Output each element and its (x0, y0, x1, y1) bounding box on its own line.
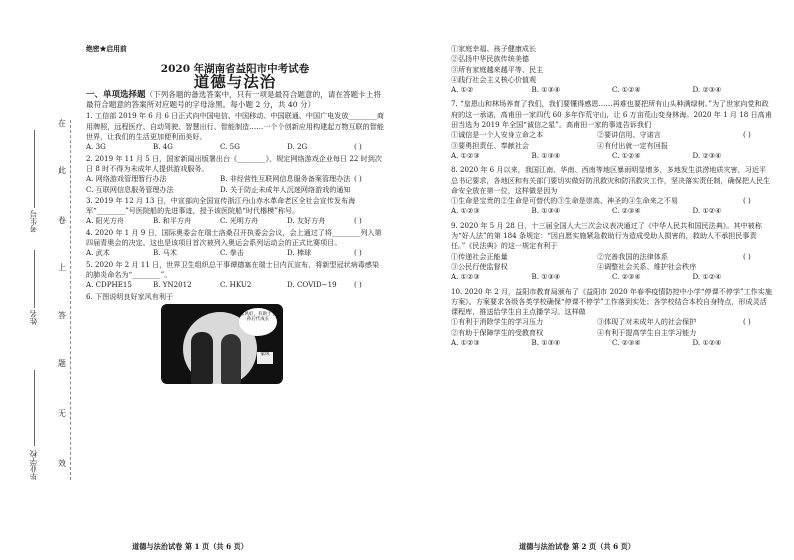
option-row (451, 151, 773, 161)
question-3 (86, 196, 384, 227)
statement-grid (451, 130, 743, 151)
option-a: A. 3G (86, 142, 106, 152)
option-b: B. ①③④ (531, 85, 561, 95)
statement: ③体现了对未成年人的社会保护 (597, 317, 697, 327)
option-a: A. ①②③ (451, 206, 480, 216)
statement: ①生命是宝贵的②生命是可替代的③生命是崇高、神圣的④生命来之不易 (451, 196, 678, 206)
exam-title: 2020 年湖南省益阳市中考试卷 (160, 63, 310, 76)
statement: ①诚信是一个人安身立命之本 (451, 130, 544, 140)
parent-figure (191, 332, 213, 384)
answer-paren: ( ) (743, 317, 751, 327)
question-stem: 5. 2020 年 2 月 11 日，世界卫生组织总干事谭德塞在瑞士日内瓦宣布，将新型冠状病毒感染的肺炎命名为“________”。 (86, 259, 380, 279)
option-row (86, 216, 354, 226)
answer-paren: ( ) (743, 130, 751, 140)
statement: ③所有家庭越来越平等、民主 (451, 64, 544, 74)
option-a: A. ①②③ (451, 272, 480, 282)
option-a: A. ①②③ (451, 338, 480, 348)
name-label: 姓名 (29, 310, 38, 325)
page-footer: 道德与法治试卷 第 2 页（共 6 页） (519, 542, 635, 551)
option-c: C. ②③④ (612, 206, 641, 216)
answer-paren: ( ) (743, 251, 751, 261)
confidential-mark: 绝密★启用前 (86, 45, 127, 53)
school-label: 毕业学校 (29, 450, 38, 480)
option-a: A. 阳光方舟 (86, 216, 125, 226)
option-row (451, 272, 773, 282)
option-c: C. ①②④ (612, 85, 641, 95)
option-d: D. ②③④ (692, 85, 722, 95)
answer-paren: ( ) (354, 280, 362, 290)
statement: ③要勇担责任、奉献社会 (451, 140, 530, 150)
option-b: B. 4G (153, 142, 173, 152)
question-stem: 9. 2020 年 5 月 28 日，十三届全国人大三次会议表决通过了《中华人民共和国民法典》。其中被称为“好人法”的第 184 条规定：“因自愿实施紧急救助行为造成受助人损害的，救助人不承担民事责任。”《民法典》的这一规定有利于 (451, 220, 762, 251)
answer-paren: ( ) (354, 174, 362, 184)
statement: ①有利于消除学生的学习压力 (451, 317, 544, 327)
question-7 (451, 99, 773, 161)
exam-page-2 (397, 0, 794, 560)
family-style-cartoon (161, 304, 283, 384)
option-d: D. ①②④ (692, 338, 722, 348)
seal-char: 无 (58, 409, 66, 418)
statement: ③公民行使监督权 (451, 261, 508, 271)
page-footer: 道德与法治试卷 第 1 页（共 6 页） (132, 542, 248, 551)
question-2 (86, 154, 384, 195)
statement: ④有利于提高学生自主学习能力 (597, 327, 697, 337)
statement: ①传递社会正能量 (451, 251, 508, 261)
option-c: C. 互联网信息服务管理办法 (86, 184, 174, 194)
seal-char: 在 (58, 119, 66, 128)
statement: ①家庭幸福、孩子健康成长 (451, 44, 537, 53)
option-row (451, 85, 773, 95)
option-d: D. 友好方舟 (287, 216, 326, 226)
option-c: C. ②③④ (612, 338, 641, 348)
option-a: A. CDPHE15 (86, 280, 132, 290)
answer-paren: ( ) (743, 196, 751, 206)
option-d: D. COVID−19 (287, 280, 337, 290)
seal-char: 效 (58, 459, 66, 468)
seal-char: 卷 (58, 216, 66, 225)
option-c: C. ①②④ (612, 150, 641, 160)
option-b: B. YN2012 (153, 280, 192, 290)
candidate-number-label: 考生号 (29, 210, 38, 233)
statement: ④调整社会关系、维护社会秩序 (597, 261, 697, 271)
option-c: C. ②③④ (612, 272, 641, 282)
section-instructions: （下列各题的备选答案中，只有一项是最符合题意的，请在答题卡上将最符合题意的答案所对应题号的字母涂黑。每小题 2 分，共 40 分） (86, 89, 381, 110)
question-stem: 4. 2020 年 1 月 9 日，国际奥委会在瑞士洛桑召开执委会会议，会上通过了将________列入第四届青奥会的决定。这也是该项目首次被列入奥运会系列运动会的正式比赛项目。 (86, 227, 382, 248)
option-c: C. HKU2 (220, 280, 252, 290)
option-d: D. ①②④ (692, 206, 722, 216)
option-b: B. 非经营性互联网信息服务备案管理办法 (220, 174, 351, 184)
question-10 (451, 287, 773, 349)
question-stem: 2. 2019 年 11 月 5 日，国家新闻出版署出台《________》，规定网络游戏企业每日 22 时到次日 8 时不得为未成年人提供游戏服务。 (86, 153, 382, 173)
seal-char: 题 (58, 359, 66, 368)
option-a: A. ①②③ (451, 150, 480, 160)
left-column (86, 44, 384, 384)
section-title: 一、单项选择题 (86, 89, 146, 100)
option-row (86, 248, 354, 258)
question-9 (451, 221, 773, 283)
option-c: C. 5G (220, 142, 240, 152)
option-d: D. 2G (287, 142, 308, 152)
child-figure (221, 334, 241, 384)
option-b: B. 马术 (153, 248, 177, 258)
answer-paren: ( ) (354, 248, 362, 258)
speech-bubble: 家风好，有助于子孙后代成长 (239, 308, 277, 336)
seal-char: 此 (58, 166, 66, 175)
option-d: D. 关于防止未成年人沉迷网络游戏的通知 (220, 184, 351, 194)
question-5 (86, 260, 384, 291)
subject-title: 道德与法治 (193, 71, 277, 91)
statement: ②弘扬中华民族传统美德 (451, 54, 530, 64)
question-stem: 8. 2020 年 6 月以来，我国江南、华南、西南等地区暴雨明显增多，多地发生洪涝地质灾害，习近平总书记要求，各地区和有关部门要切实做好防汛救灾和防汛救灾工作，坚决落实责任制，确保把人民生命安全放在第一位，这样做是因为 (451, 165, 771, 195)
statement: ④有付出就一定有回报 (597, 140, 668, 150)
seal-char: 答 (58, 311, 66, 320)
option-c: C. 光明方舟 (220, 216, 259, 226)
question-8 (451, 165, 773, 216)
family-tag: 家风 (257, 352, 273, 364)
option-b: B. ①③④ (531, 206, 561, 216)
binding-gutter (0, 0, 86, 560)
option-row (86, 280, 354, 290)
question-stem: 10. 2020 年 2 月，益阳市教育局颁布了《益阳市 2020 年春季疫情防控中小学“停课不停学”工作实施方案》。方案要求各级各类学校确保“停课不停学”工作落到实处；各学校结合本校自身特点，形成灵活课程库，推送给学生自主点播学习。这样做 (451, 286, 772, 317)
option-row (451, 206, 773, 216)
option-b: B. ①③④ (531, 272, 561, 282)
option-a: A. 武术 (86, 248, 110, 258)
candidate-number-line[interactable] (34, 130, 35, 208)
school-line[interactable] (34, 370, 35, 446)
question-stem: 6. 下图说明良好家风有利于 (86, 291, 174, 301)
option-row (86, 142, 354, 152)
statement-grid (451, 317, 743, 338)
seal-char: 上 (58, 263, 66, 272)
option-c: C. 拳击 (220, 248, 244, 258)
statement: ②有助于保障学生的受教育权 (451, 327, 544, 337)
option-row (451, 338, 773, 348)
answer-paren: ( ) (354, 142, 362, 152)
question-stem: 1. 工信部 2019 年 6 月 6 日正式向中国电信、中国移动、中国联通、中国广电发放________商用牌照，远程医疗、自动驾驶、智慧出行、智能制造……一个个创新应用构建起万物互联的智能世界，让我们的生活更加便利而美好。 (86, 111, 384, 142)
statement-grid (451, 252, 743, 273)
section-heading (86, 90, 384, 111)
statement: ②要讲信用、守诺言 (597, 130, 661, 140)
statement: ②完善我国的法律体系 (597, 251, 668, 261)
seal-dashed-line (70, 120, 71, 480)
question-stem: 7. “皇恩山和林场养育了我们，我们要懂得感恩……再难也要把所有山头种满绿树。”为了世家向党和政府的这一承诺，高甫田一家四代 60 多年作荒守山，让 6 万亩荒山变身林海。2020 年 1 月 18 日高甫田当选为 2019 年全国“诚信之星”。高甫田一家的事迹告诉我们 (451, 99, 772, 130)
right-column (451, 44, 773, 348)
option-b: B. ①③④ (531, 338, 561, 348)
question-4 (86, 228, 384, 259)
question-6 (86, 292, 384, 384)
statement: ④践行社会主义核心价值观 (451, 74, 537, 84)
option-b: B. 和平方舟 (153, 216, 192, 226)
option-d: D. ②③④ (692, 150, 722, 160)
question-1 (86, 111, 384, 152)
option-d: D. 棒球 (287, 248, 312, 258)
answer-paren: ( ) (354, 216, 362, 226)
option-a: A. 网络游戏管理暂行办法 (86, 174, 167, 184)
option-d: D. ①②④ (692, 272, 722, 282)
question-stem: 3. 2019 年 12 月 13 日，中宣部向全国宣传浙江丹山赤水革命老区全社会宣传发布海军“________”号医院船的先进事迹，授予该医院船“时代楷模”称号。 (86, 195, 356, 216)
q6-statements (451, 44, 773, 85)
name-line[interactable] (34, 250, 35, 308)
option-grid (86, 174, 354, 195)
option-a: A. ①② (451, 85, 474, 95)
option-b: B. ①③④ (531, 150, 561, 160)
